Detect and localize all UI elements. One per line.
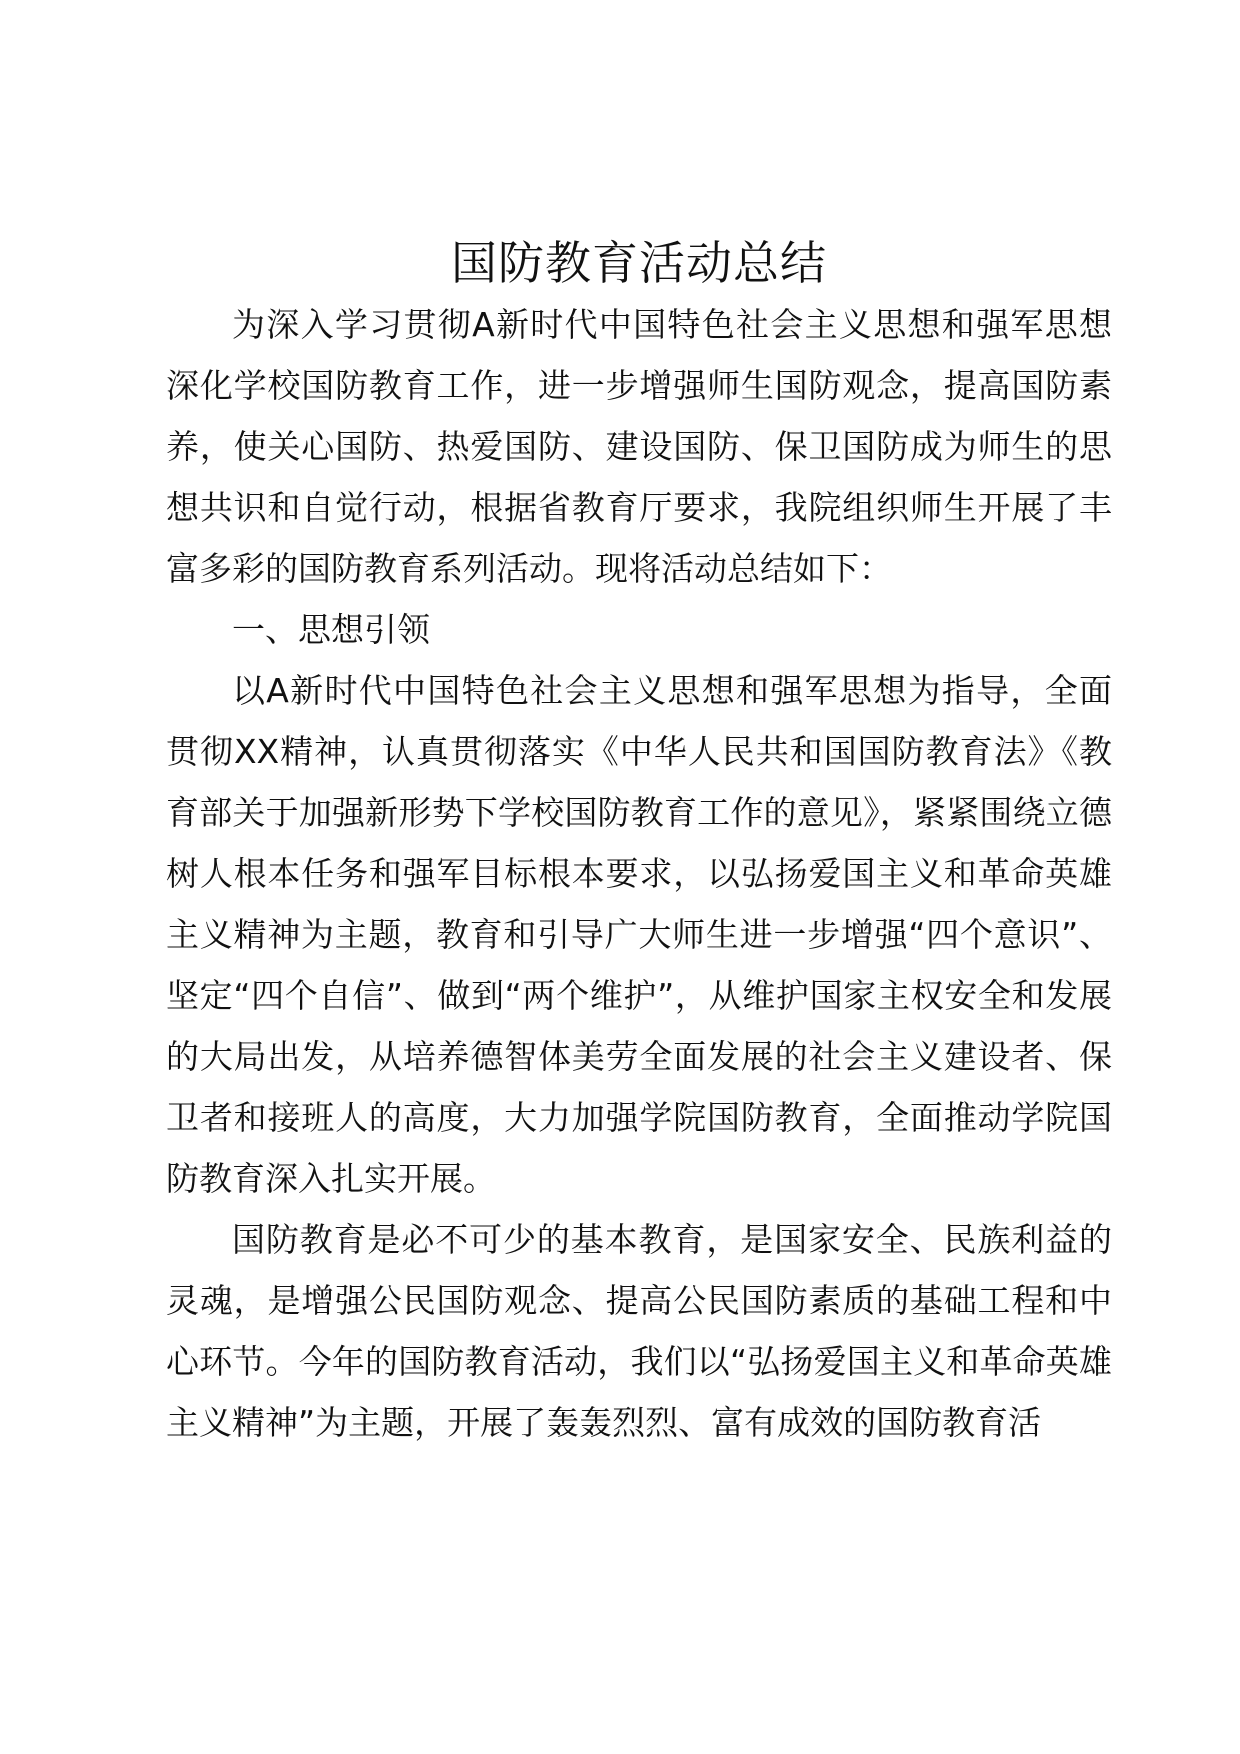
education-activity-paragraph: 国防教育是必不可少的基本教育，是国家安全、民族利益的灵魂，是增强公民国防观念、提高公民国防素质的基础工程和中心环节。今年的国防教育活动，我们以“弘扬爱国主义和革命英雄主义精神”为主题，开展了轰轰烈烈、富有成效的国防教育活 (166, 1220, 1112, 1442)
section-heading-thought-guidance: 一、思想引领 (232, 610, 430, 649)
intro-paragraph: 为深入学习贯彻A新时代中国特色社会主义思想和强军思想深化学校国防教育工作，进一步增强师生国防观念，提高国防素养，使关心国防、热爱国防、建设国防、保卫国防成为师生的思想共识和自觉行动，根据省教育厅要求，我院组织师生开展了丰富多彩的国防教育系列活动。现将活动总结如下： (166, 305, 1112, 588)
document-title: 国防教育活动总结 (451, 236, 827, 290)
guiding-principle-paragraph: 以A新时代中国特色社会主义思想和强军思想为指导，全面贯彻XX精神，认真贯彻落实《中华人民共和国国防教育法》《教育部关于加强新形势下学校国防教育工作的意见》，紧紧围绕立德树人根本任务和强军目标根本要求，以弘扬爱国主义和革命英雄主义精神为主题，教育和引导广大师生进一步增强“四个意识”、坚定“四个自信”、做到“两个维护”，从维护国家主权安全和发展的大局出发，从培养德智体美劳全面发展的社会主义建设者、保卫者和接班人的高度，大力加强学院国防教育，全面推动学院国防教育深入扎实开展。 (166, 671, 1112, 1198)
document-page (166, 232, 1112, 1453)
